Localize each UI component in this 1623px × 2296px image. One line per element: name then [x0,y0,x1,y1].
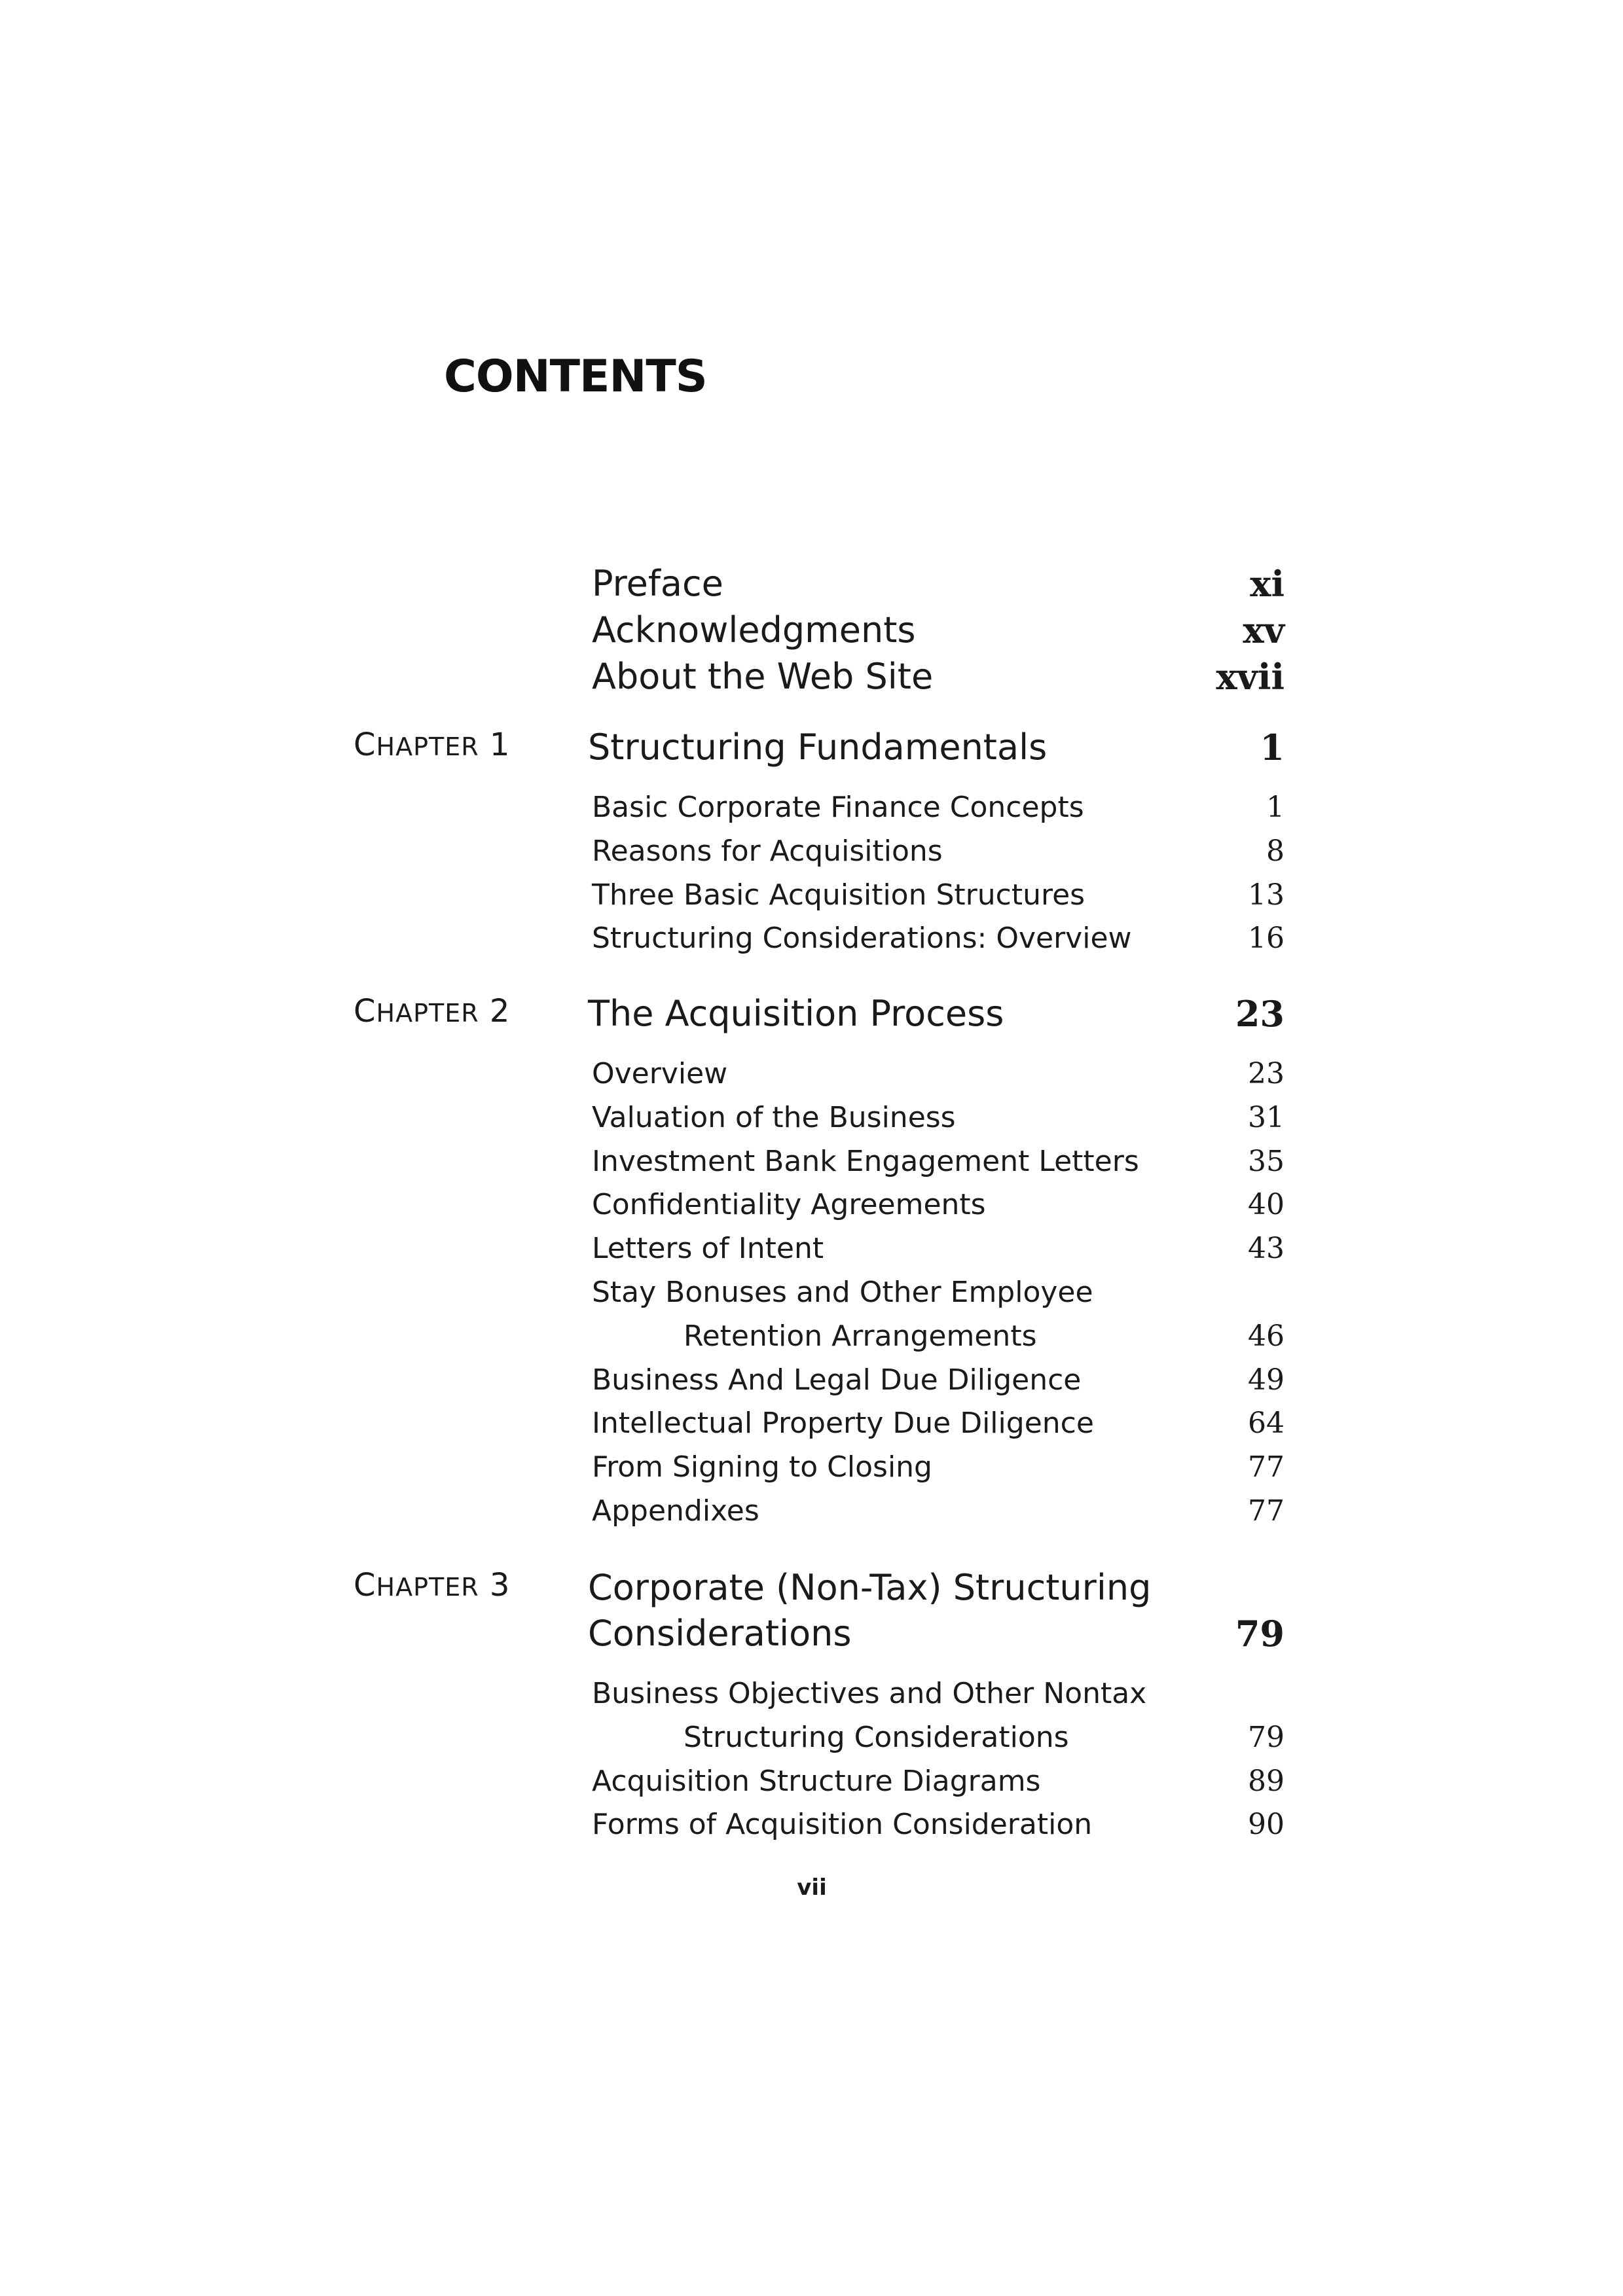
chapter-title: The Acquisition Process [588,993,1004,1034]
chapter-number: 3 [489,1567,511,1604]
section-page-number: 35 [1248,1145,1285,1178]
chapter-label-rest: HAPTER [376,1573,479,1602]
chapter-label [354,726,510,763]
section-page-number: 77 [1248,1450,1285,1484]
chapter-page-number: 23 [1235,993,1285,1035]
chapter-page-number: 79 [1235,1613,1285,1655]
section-page-number: 90 [1248,1808,1285,1841]
section-page-number: 89 [1248,1765,1285,1798]
chapter-label-initial: C [354,1567,376,1604]
section-page-number: 16 [1248,922,1285,955]
section-page-number: 43 [1248,1232,1285,1265]
page-number: vii [797,1874,827,1901]
section-title: Business And Legal Due Diligence [592,1363,1082,1397]
chapter-label [354,993,510,1030]
chapter-number: 2 [489,993,511,1030]
section-title: Letters of Intent [592,1232,824,1265]
section-title: Investment Bank Engagement Letters [592,1145,1139,1178]
section-title: Structuring Considerations [684,1721,1069,1754]
section-title: Retention Arrangements [684,1319,1037,1353]
section-page-number: 46 [1248,1319,1285,1353]
section-title: Appendixes [592,1494,759,1528]
section-page-number: 1 [1266,791,1285,824]
chapter-label-initial: C [354,726,376,763]
section-page-number: 13 [1248,878,1285,912]
section-title: Three Basic Acquisition Structures [592,878,1085,912]
section-title: Overview [592,1057,728,1090]
section-title: Basic Corporate Finance Concepts [592,791,1084,824]
section-title: Business Objectives and Other Nontax [592,1677,1147,1710]
section-page-number: 40 [1248,1188,1285,1221]
page-title: CONTENTS [444,351,707,403]
entry-page-number: xi [1250,563,1285,605]
section-page-number: 77 [1248,1494,1285,1528]
section-title: Acquisition Structure Diagrams [592,1765,1041,1798]
entry-page-number: xvii [1216,656,1285,698]
entry-title: Acknowledgments [592,609,916,651]
section-title: Stay Bonuses and Other Employee [592,1276,1093,1309]
entry-page-number: xv [1243,609,1285,651]
entry-title: Preface [592,563,723,604]
section-page-number: 64 [1248,1407,1285,1440]
section-page-number: 31 [1248,1101,1285,1134]
section-page-number: 49 [1248,1363,1285,1397]
section-title: From Signing to Closing [592,1450,932,1484]
chapter-label-rest: HAPTER [376,732,479,761]
section-page-number: 8 [1266,834,1285,868]
section-title: Reasons for Acquisitions [592,834,943,868]
chapter-title: Structuring Fundamentals [588,726,1048,768]
section-page-number: 23 [1248,1057,1285,1090]
chapter-label [354,1567,510,1604]
section-title: Structuring Considerations: Overview [592,922,1132,955]
section-title: Intellectual Property Due Diligence [592,1407,1094,1440]
section-page-number: 79 [1248,1721,1285,1754]
chapter-number: 1 [489,726,511,763]
chapter-page-number: 1 [1260,726,1285,768]
chapter-label-rest: HAPTER [376,999,479,1028]
chapter-title: Corporate (Non-Tax) Structuring [588,1567,1152,1608]
chapter-label-initial: C [354,993,376,1030]
entry-title: About the Web Site [592,656,934,697]
section-title: Confidentiality Agreements [592,1188,986,1221]
chapter-title: Considerations [588,1613,852,1654]
section-title: Valuation of the Business [592,1101,956,1134]
section-title: Forms of Acquisition Consideration [592,1808,1093,1841]
